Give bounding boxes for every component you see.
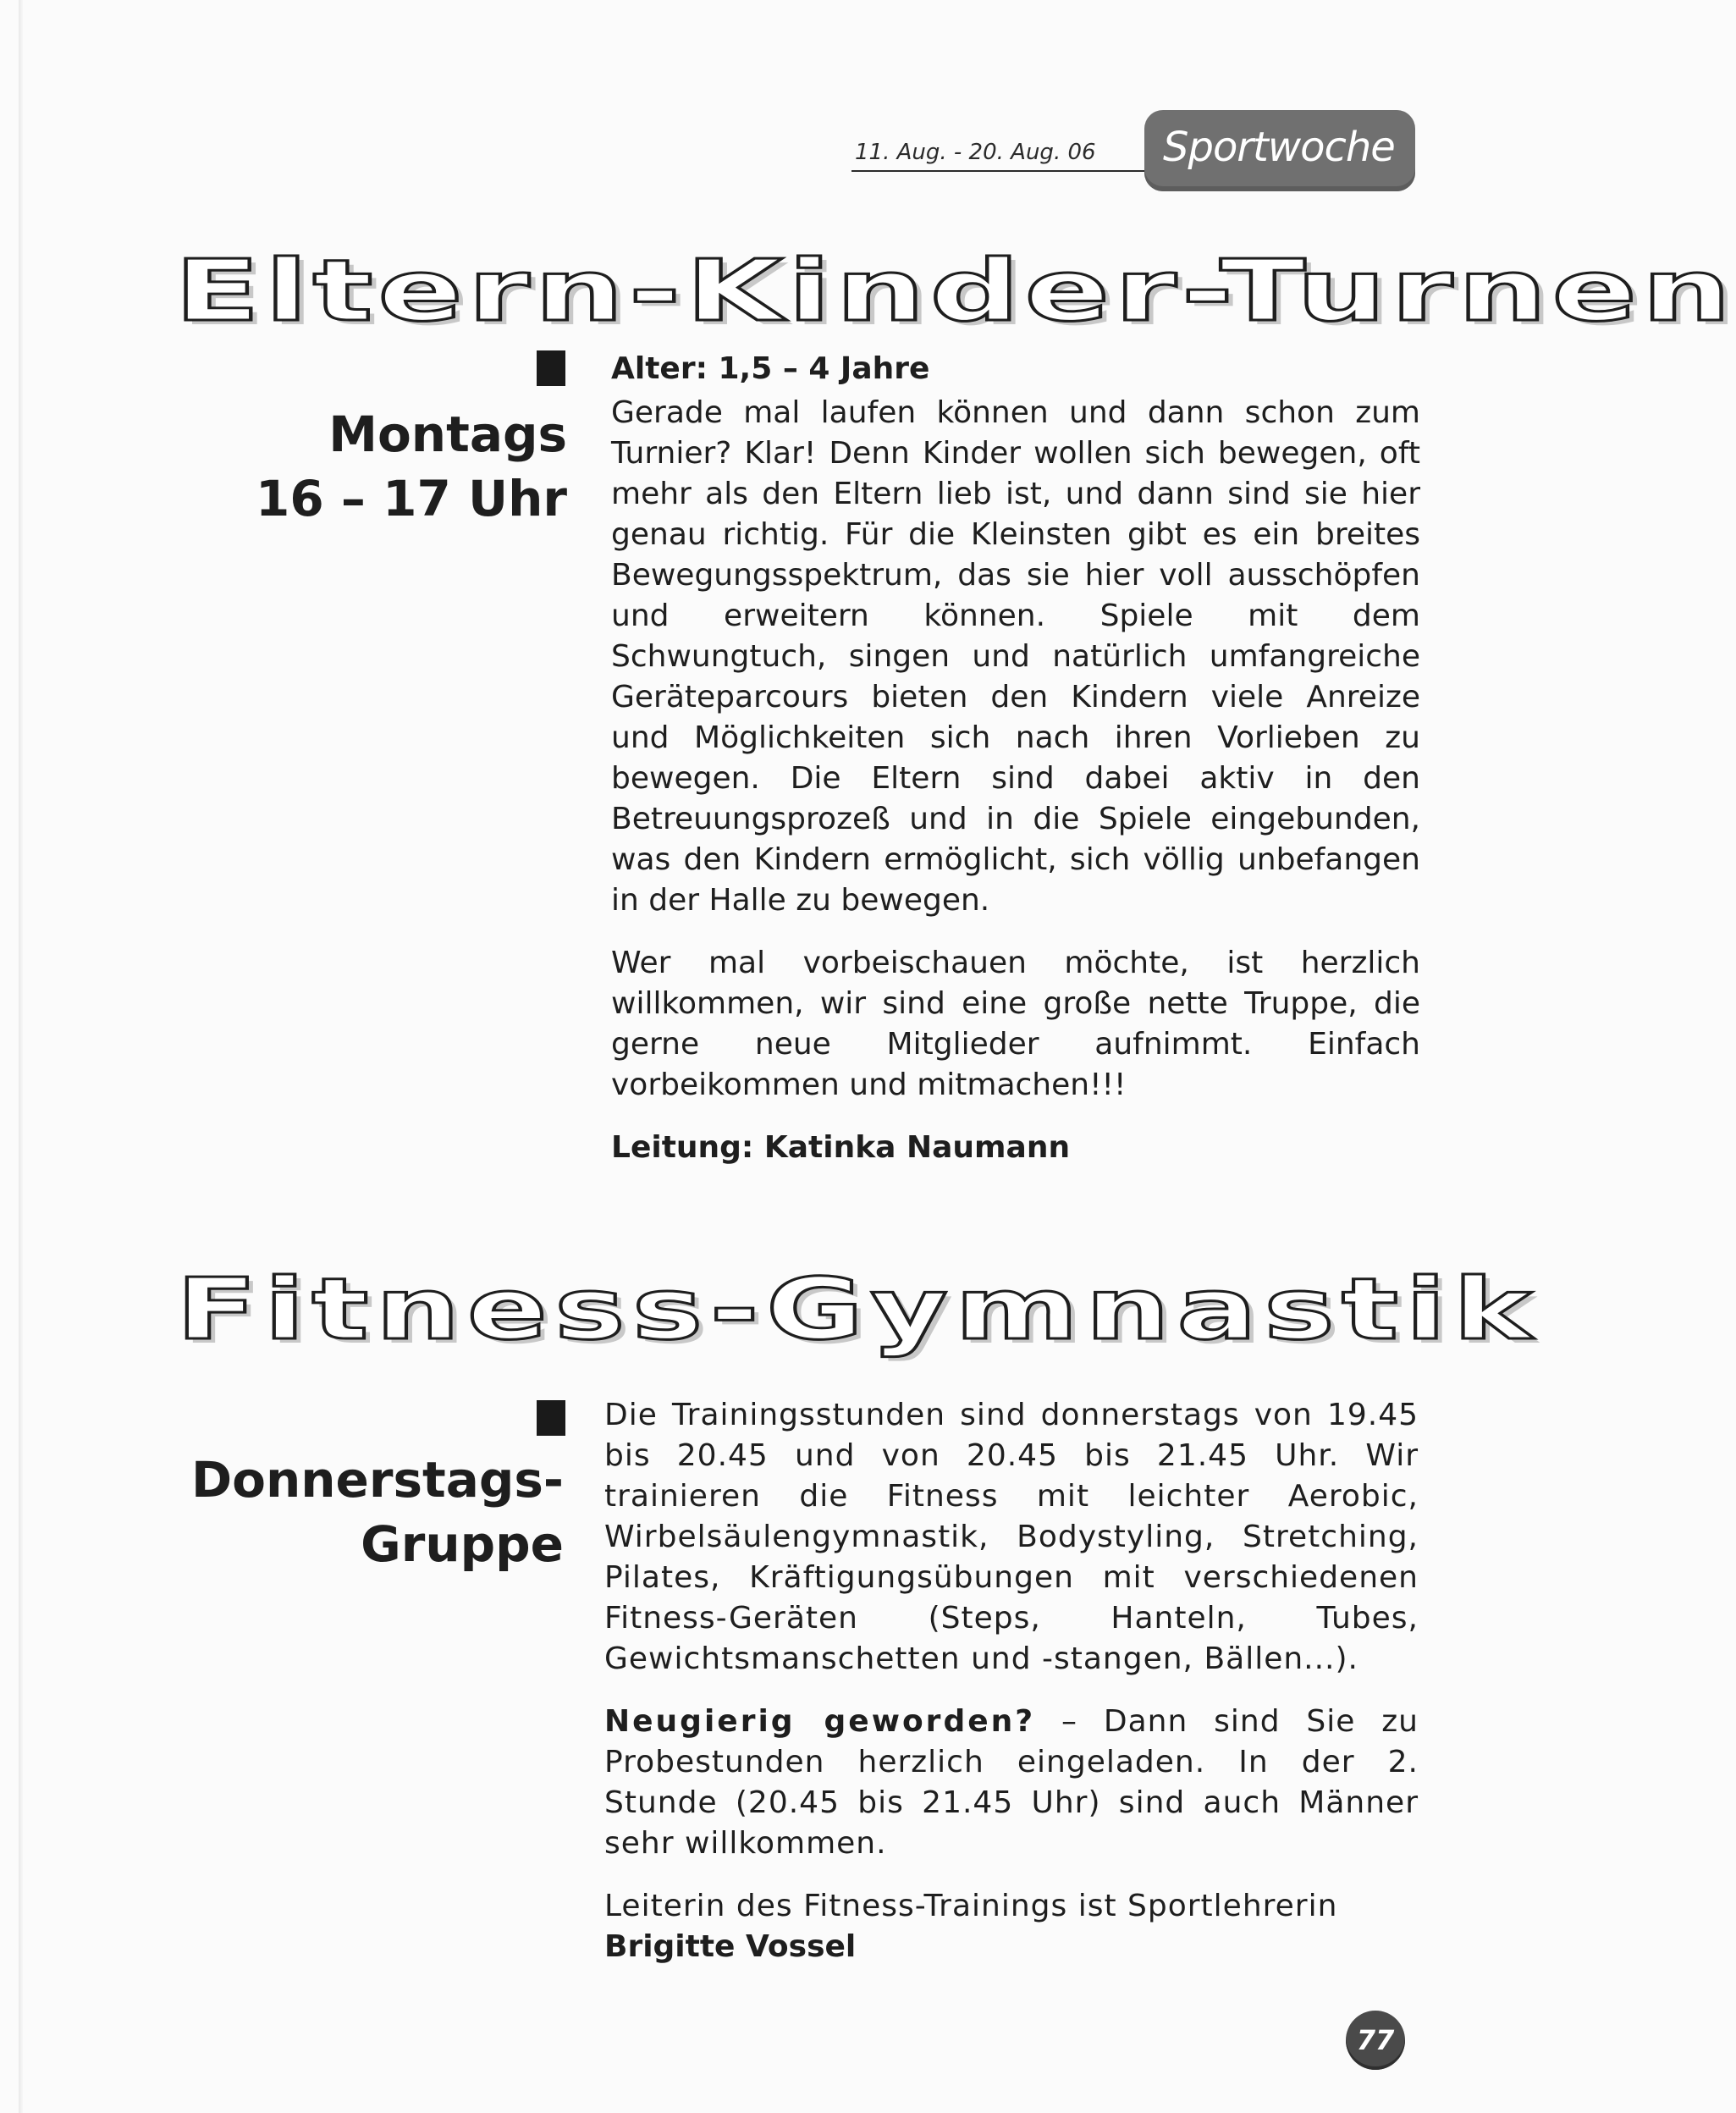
section2-paragraph (604, 1702, 1419, 1864)
trainer-intro: Leiterin des Fitness-Trainings ist Sportlehrerin (604, 1889, 1338, 1923)
header-rule (851, 170, 1158, 172)
age-range: Alter: 1,5 – 4 Jahre (611, 351, 930, 386)
group-label (127, 1448, 564, 1576)
section2-body (604, 1395, 1419, 1989)
curious-lead: Neugierig geworden? (604, 1704, 1036, 1739)
section1-leader: Leitung: Katinka Naumann (611, 1130, 1071, 1165)
category-badge-label: Sportwoche (1163, 124, 1395, 171)
trainer-name: Brigitte Vossel (604, 1929, 857, 1964)
group-line: Donnerstags- (190, 1451, 564, 1509)
schedule-label (169, 402, 567, 531)
section1-paragraph: Wer mal vorbeischauen möchte, ist herzlich willkommen, wir sind eine große nette Truppe, die gerne neue Mitglieder aufnimmt. Einfach vorbeikommen und mitmachen!!! (611, 946, 1420, 1102)
page-edge (19, 0, 23, 2113)
trainer-paragraph (604, 1886, 1419, 1967)
group-line: Gruppe (361, 1515, 564, 1573)
section-bullet (537, 350, 565, 386)
schedule-day: Montags (328, 405, 567, 463)
section1-paragraph: Gerade mal laufen können und dann schon zum Turnier? Klar! Denn Kinder wollen sich bewegen, oft mehr als den Eltern lieb ist, und dann sind sie hier genau richtig. Für die Kleinsten gibt es ein breites Bewegungsspektrum, das sie hier voll ausschöpfen und erweitern können. Spiele mit dem Schwungtuch, singen und natürlich umfangreiche Geräteparcours bieten den Kindern viele Anreize und Möglichkeiten sich nach ihren Vorlieben zu bewegen. Die Eltern sind dabei aktiv in den Betreuungsprozeß und in die Spiele eingebunden, was den Kindern ermöglicht, sich völlig unbefangen in der Halle zu bewegen. (611, 395, 1420, 918)
section2-paragraph: Die Trainingsstunden sind donnerstags von 19.45 bis 20.45 und von 20.45 bis 21.45 Uhr. Wir trainieren die Fitness mit leichter Aerobic, Wirbelsäulengymnastik, Bodystyling, Stretching, Pilates, Kräftigungsübungen mit verschiedenen Fitness-Geräten (Steps, Hanteln, Tubes, Gewichtsmanschetten und -stangen, Bällen...). (604, 1398, 1419, 1676)
invitation-text: – Dann sind Sie zu Probestunden herzlich eingeladen. In der 2. Stunde (20.45 bis 21.45 Uhr) sind auch Männer sehr willkommen. (604, 1704, 1419, 1861)
section1-body (611, 349, 1420, 1190)
header-date: 11. Aug. - 20. Aug. 06 (855, 140, 1096, 165)
page-number: 77 (1346, 2011, 1405, 2070)
schedule-time: 16 – 17 Uhr (256, 470, 567, 527)
category-badge (1144, 110, 1415, 191)
section-title-eltern-kinder: Eltern-Kinder-Turnen (174, 241, 1736, 340)
section-title-fitness: Fitness-Gymnastik (176, 1260, 1540, 1359)
section-bullet (537, 1400, 565, 1436)
